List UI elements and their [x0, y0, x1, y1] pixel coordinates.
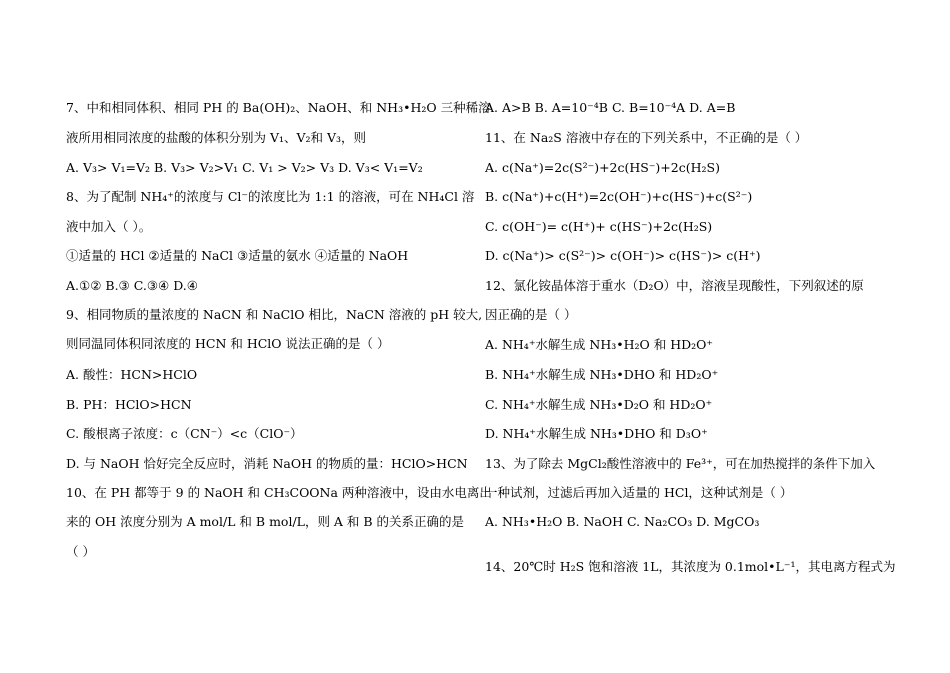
- q11-option-d: D. c(Na⁺)> c(S²⁻)> c(OH⁻)> c(HS⁻)> c(H⁺): [485, 248, 761, 263]
- q14-line1: 14、20℃时 H₂S 饱和溶液 1L，其浓度为 0.1mol•L⁻¹，其电离方程式为: [485, 559, 896, 574]
- q11-option-c: C. c(OH⁻)= c(H⁺)+ c(HS⁻)+2c(H₂S): [485, 219, 713, 234]
- q9-option-b: B. PH：HClO>HCN: [66, 397, 192, 412]
- q12-line1: 12、氯化铵晶体溶于重水（D₂O）中，溶液呈现酸性，下列叙述的原: [485, 278, 864, 293]
- q11-line1: 11、在 Na₂S 溶液中存在的下列关系中，不正确的是（ ）: [485, 130, 808, 145]
- q9-line1: 9、相同物质的量浓度的 NaCN 和 NaClO 相比，NaCN 溶液的 pH 较大,: [66, 307, 483, 322]
- q13-options: A. NH₃•H₂O B. NaOH C. Na₂CO₃ D. MgCO₃: [485, 514, 760, 529]
- q10-options: A. A>B B. A=10⁻⁴B C. B=10⁻⁴A D. A=B: [485, 100, 736, 115]
- q13-line1: 13、为了除去 MgCl₂酸性溶液中的 Fe³⁺，可在加热搅拌的条件下加入: [485, 456, 876, 471]
- q9-option-c: C. 酸根离子浓度：c（CN⁻）<c（ClO⁻）: [66, 426, 303, 441]
- q12-option-d: D. NH₄⁺水解生成 NH₃•DHO 和 D₃O⁺: [485, 426, 708, 441]
- q10-line2: 来的 OH 浓度分别为 A mol/L 和 B mol/L，则 A 和 B 的关系正确的是: [66, 514, 465, 529]
- q9-line2: 则同温同体积同浓度的 HCN 和 HClO 说法正确的是（ ）: [66, 336, 390, 351]
- q7-options: A. V₃> V₁=V₂ B. V₃> V₂>V₁ C. V₁ > V₂> V₃ D. V₃< V₁=V₂: [66, 160, 423, 175]
- q13-line2: 一种试剂，过滤后再加入适量的 HCl，这种试剂是（ ）: [485, 485, 793, 500]
- q7-line1: 7、中和相同体积、相同 PH 的 Ba(OH)₂、NaOH、和 NH₃•H₂O 三种稀溶: [66, 100, 491, 115]
- q8-line1: 8、为了配制 NH₄⁺的浓度与 Cl⁻的浓度比为 1:1 的溶液，可在 NH₄Cl 溶: [66, 189, 475, 204]
- q12-line2: 因正确的是（ ）: [485, 307, 577, 322]
- q12-option-c: C. NH₄⁺水解生成 NH₃•D₂O 和 HD₂O⁺: [485, 397, 713, 412]
- q9-option-d: D. 与 NaOH 恰好完全反应时，消耗 NaOH 的物质的量：HClO>HCN: [66, 456, 468, 471]
- q10-line1: 10、在 PH 都等于 9 的 NaOH 和 CH₃COONa 两种溶液中，设由水电离出: [66, 485, 492, 500]
- q11-option-a: A. c(Na⁺)=2c(S²⁻)+2c(HS⁻)+2c(H₂S): [485, 160, 720, 175]
- q12-option-b: B. NH₄⁺水解生成 NH₃•DHO 和 HD₂O⁺: [485, 367, 719, 382]
- q9-option-a: A. 酸性：HCN>HClO: [66, 367, 198, 382]
- q8-items: ①适量的 HCl ②适量的 NaCl ③适量的氨水 ④适量的 NaOH: [66, 248, 409, 263]
- q10-line3: （ ）: [66, 544, 95, 559]
- q7-line2: 液所用相同浓度的盐酸的体积分别为 V₁、V₂和 V₃，则: [66, 130, 367, 145]
- q8-options: A.①② B.③ C.③④ D.④: [66, 278, 198, 293]
- q12-option-a: A. NH₄⁺水解生成 NH₃•H₂O 和 HD₂O⁺: [485, 337, 714, 352]
- q8-line2: 液中加入（ ）。: [66, 219, 152, 234]
- q11-option-b: B. c(Na⁺)+c(H⁺)=2c(OH⁻)+c(HS⁻)+c(S²⁻): [485, 189, 753, 204]
